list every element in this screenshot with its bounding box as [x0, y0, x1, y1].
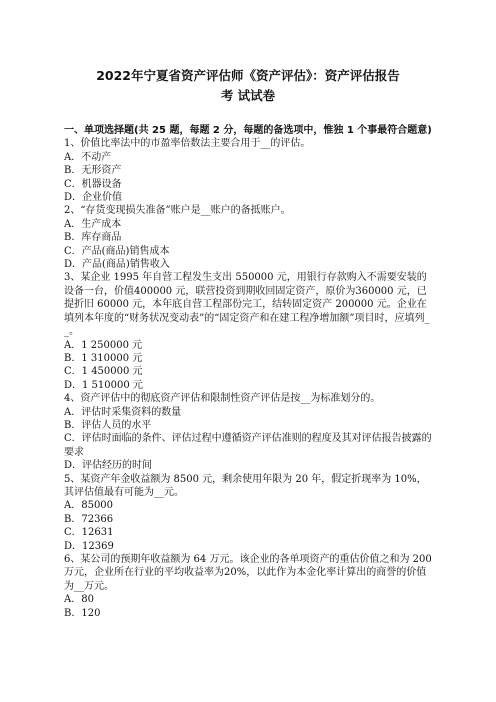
- title-line-2: 考 试试卷: [220, 88, 276, 103]
- question-text: 2、“存货变现损失准备”账户是__账户的备抵账户。: [64, 205, 291, 217]
- section-heading: 一、单项选择题(共 25 题，每题 2 分，每题的备选项中，惟独 1 个事最符合题意): [64, 125, 432, 136]
- option-a: A．生产成本: [64, 218, 122, 230]
- question-2: [64, 204, 434, 271]
- question-4: [64, 392, 434, 472]
- document-title: [0, 66, 496, 106]
- option-a: A．不动产: [64, 151, 112, 163]
- document-body: [64, 124, 434, 620]
- question-text: 3、某企业 1995 年自营工程发生支出 550000 元，用银行存款购入不需要安装的设备一台，价值400000 元，联营投资到期收回固定资产，原价为360000 元，已提折旧 60000 元，本年底自营工程部份完工，结转固定资产 200000 元。企业在填列本年度的“财务状况变动表”的“固定资产和在建工程净增加额”项目时，应填列__。: [64, 272, 430, 338]
- option-a: A．评估时采集资料的数量: [64, 406, 182, 418]
- option-d: D．1 510000 元: [64, 379, 143, 391]
- option-c: C．产品(商品)销售成本: [64, 245, 170, 257]
- question-1: [64, 137, 434, 204]
- option-b: B．库存商品: [64, 232, 122, 244]
- option-d: D．评估经历的时间: [64, 460, 153, 472]
- option-d: D．产品(商品)销售收入: [64, 259, 170, 271]
- question-text: 6、某公司的预期年收益额为 64 万元。该企业的各单项资产的重估价值之和为 200 万元，企业所在行业的平均收益率为20%，以此作为本金化率计算出的商誉的价值为__万元。: [64, 554, 432, 592]
- question-6: [64, 553, 434, 620]
- option-b: B．1 310000 元: [64, 352, 143, 364]
- question-text: 1、价值比率法中的市盈率倍数法主要合用于__的评估。: [64, 138, 311, 150]
- option-c: C．12631: [64, 527, 114, 539]
- option-c: C．机器设备: [64, 178, 122, 190]
- option-a: A．85000: [64, 500, 114, 512]
- option-b: B．无形资产: [64, 165, 122, 177]
- option-d: D．企业价值: [64, 192, 123, 204]
- option-b: B．72366: [64, 513, 114, 525]
- question-3: [64, 271, 434, 392]
- option-a: A．1 250000 元: [64, 339, 143, 351]
- option-b: B．评估人员的水平: [64, 419, 152, 431]
- option-c: C．1 450000 元: [64, 366, 143, 378]
- option-c: C．评估时面临的条件、评估过程中遵循资产评估准则的程度及其对评估报告披露的要求: [64, 433, 432, 458]
- option-a: A．80: [64, 594, 94, 606]
- title-line-1: 2022年宁夏省资产评估师《资产评估》：资产评估报告: [96, 68, 400, 83]
- question-text: 5、某资产年金收益额为 8500 元，剩余使用年限为 20 年，假定折现率为 10%，其评估值最有可能为__元。: [64, 473, 427, 498]
- option-b: B．120: [64, 607, 101, 619]
- question-5: [64, 473, 434, 553]
- question-text: 4、资产评估中的彻底资产评估和限制性资产评估是按__为标准划分的。: [64, 393, 381, 405]
- option-d: D．12369: [64, 540, 114, 552]
